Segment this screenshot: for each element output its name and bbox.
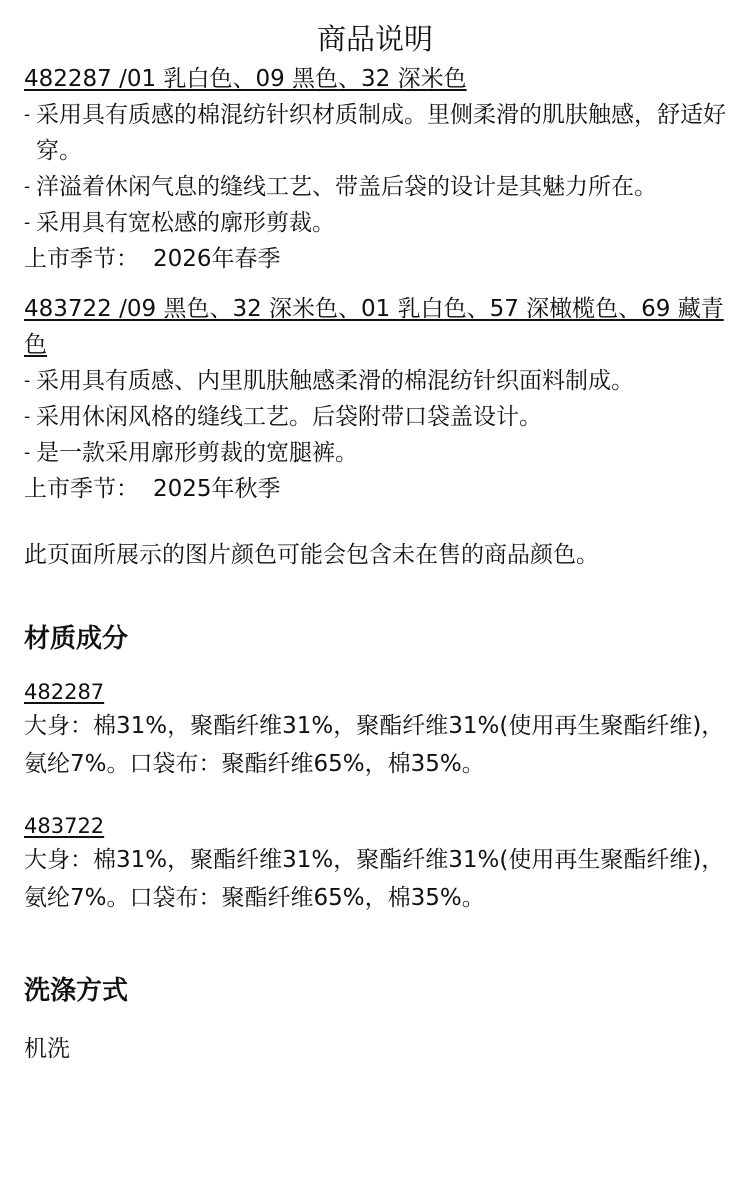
feature-text: 采用具有质感、内里肌肤触感柔滑的棉混纺针织面料制成。 bbox=[36, 368, 634, 394]
material-composition: 大身：棉31%，聚酯纤维31%，聚酯纤维31%(使用再生聚酯纤维)，氨纶7%。口袋布：聚酯纤维65%，棉35%。 bbox=[24, 713, 725, 777]
release-season bbox=[24, 471, 726, 507]
washing-method: 机洗 bbox=[24, 1036, 70, 1062]
bullet-marker: - bbox=[24, 443, 31, 463]
season-value: 2026年春季 bbox=[153, 246, 281, 272]
bullet-marker: - bbox=[24, 213, 31, 233]
season-label: 上市季节： bbox=[24, 476, 139, 502]
material-product-code-link[interactable]: 482287 bbox=[24, 680, 105, 704]
material-heading: 材质成分 bbox=[24, 624, 129, 654]
season-label: 上市季节： bbox=[24, 246, 139, 272]
feature-text: 采用具有宽松感的廓形剪裁。 bbox=[36, 210, 335, 236]
feature-bullet bbox=[24, 363, 726, 399]
feature-text: 是一款采用廓形剪裁的宽腿裤。 bbox=[36, 440, 358, 466]
product-block-483722 bbox=[24, 291, 726, 507]
feature-bullet bbox=[24, 169, 726, 205]
washing-heading: 洗涤方式 bbox=[24, 976, 129, 1006]
material-product-code-link[interactable]: 483722 bbox=[24, 814, 105, 838]
bullet-marker: - bbox=[24, 177, 31, 197]
page-title: 商品说明 bbox=[316, 22, 433, 56]
feature-text: 洋溢着休闲气息的缝线工艺、带盖后袋的设计是其魅力所在。 bbox=[36, 174, 657, 200]
product-code-link[interactable]: 483722 /09 黑色、32 深米色、01 乳白色、57 深橄榄色、69 藏青色 bbox=[24, 296, 724, 358]
feature-bullet bbox=[24, 435, 726, 471]
season-value: 2025年秋季 bbox=[153, 476, 281, 502]
bullet-marker: - bbox=[24, 371, 31, 391]
feature-bullet bbox=[24, 205, 726, 241]
color-disclaimer: 此页面所展示的图片颜色可能会包含未在售的商品颜色。 bbox=[24, 542, 599, 568]
material-item bbox=[24, 677, 726, 783]
product-code-link[interactable]: 482287 /01 乳白色、09 黑色、32 深米色 bbox=[24, 66, 467, 92]
feature-bullet bbox=[24, 399, 726, 435]
product-block-482287 bbox=[24, 61, 726, 277]
feature-text: 采用具有质感的棉混纺针织材质制成。里侧柔滑的肌肤触感，舒适好穿。 bbox=[36, 102, 726, 164]
bullet-marker: - bbox=[24, 105, 31, 125]
release-season bbox=[24, 241, 726, 277]
material-composition: 大身：棉31%，聚酯纤维31%，聚酯纤维31%(使用再生聚酯纤维)，氨纶7%。口袋布：聚酯纤维65%，棉35%。 bbox=[24, 847, 725, 911]
material-item bbox=[24, 811, 726, 917]
feature-bullet bbox=[24, 97, 726, 169]
feature-text: 采用休闲风格的缝线工艺。后袋附带口袋盖设计。 bbox=[36, 404, 542, 430]
bullet-marker: - bbox=[24, 407, 31, 427]
